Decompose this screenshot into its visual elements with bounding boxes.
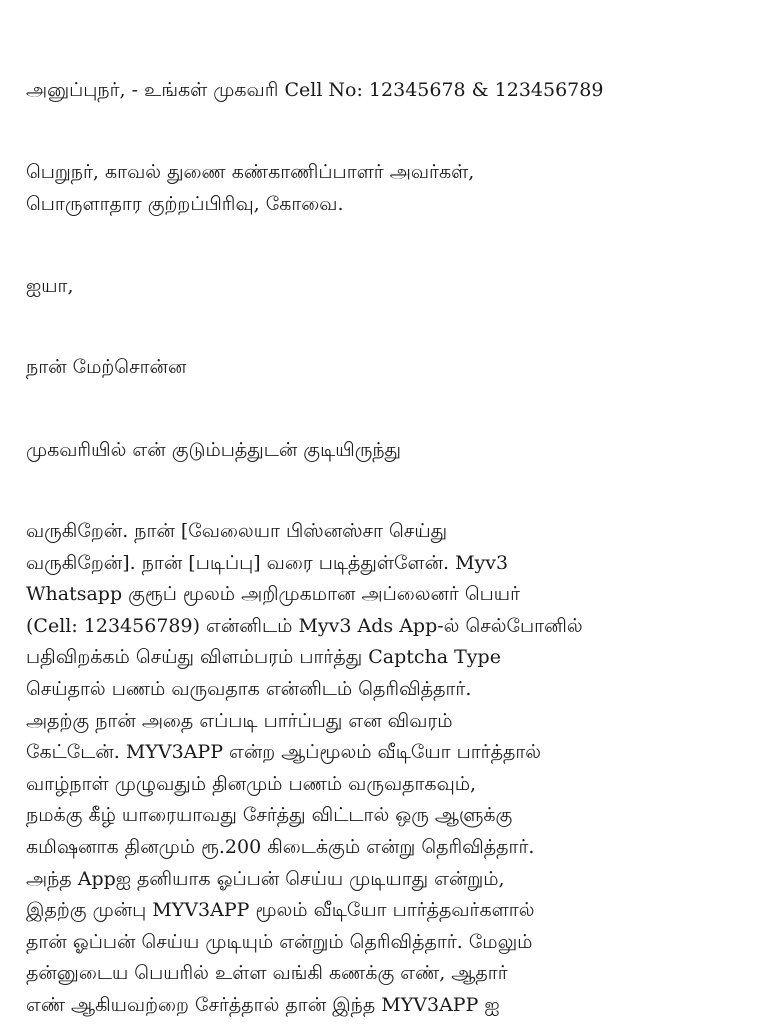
body-line: வாழ்நாள் முழுவதும் தினமும் பணம் வருவதாகவும், [26,772,477,795]
body-line: செய்தால் பணம் வருவதாக என்னிடம் தெரிவித்தார். [26,678,472,700]
recipient-line: பொருளாதார குற்றப்பிரிவு, கோவை. [26,193,344,215]
body-line: அதற்கு நான் அதை எப்படி பார்ப்பது என விவரம் [26,709,453,732]
body-line: Whatsapp குரூப் மூலம் அறிமுகமான அப்லைனர் பெயர் [26,583,521,606]
body-line: எண் ஆகியவற்றை சேர்த்தால் தான் இந்த MYV3APP ஐ [26,994,500,1016]
body-line: கேட்டேன். MYV3APP என்ற ஆப்மூலம் வீடியோ பார்த்தால் [26,741,542,764]
body-line: தன்னுடைய பெயரில் உள்ள வங்கி கணக்கு எண், ஆதார் [26,962,508,985]
body-line: நமக்கு கீழ் யாரையாவது சேர்த்து விட்டால் ஒரு ஆளுக்கு [26,804,513,827]
sender-line: அனுப்புநர், - உங்கள் முகவரி Cell No: 12345678 & 123456789 [26,79,604,101]
intro-line: முகவரியில் என் குடும்பத்துடன் குடியிருந்து [26,439,401,461]
body-line: இதற்கு முன்பு MYV3APP மூலம் வீடியோ பார்த்தவர்களால் [26,899,535,922]
body-line: பதிவிறக்கம் செய்து விளம்பரம் பார்த்து Captcha Type [26,646,501,669]
salutation: ஐயா, [26,275,74,297]
body-line: தான் ஓப்பன் செய்ய முடியும் என்றும் தெரிவித்தார். மேலும் [26,930,533,953]
body-line: வருகிறேன். நான் [வேலையா பிஸ்னஸ்சா செய்து [26,520,448,542]
body-line: (Cell: 123456789) என்னிடம் Myv3 Ads App-ல் செல்போனில் [26,614,583,637]
body-line: வருகிறேன்]. நான் [படிப்பு] வரை படித்துள்ளேன். Myv3 [26,551,509,574]
body-line: அந்த Appஐ தனியாக ஓப்பன் செய்ய முடியாது என்றும், [26,867,505,890]
body-line: கமிஷனாக தினமும் ரூ.200 கிடைக்கும் என்று தெரிவித்தார். [26,836,535,858]
intro-line: நான் மேற்சொன்ன [26,356,187,378]
recipient-line: பெறுநர், காவல் துணை கண்காணிப்பாளர் அவர்கள், [26,161,475,183]
